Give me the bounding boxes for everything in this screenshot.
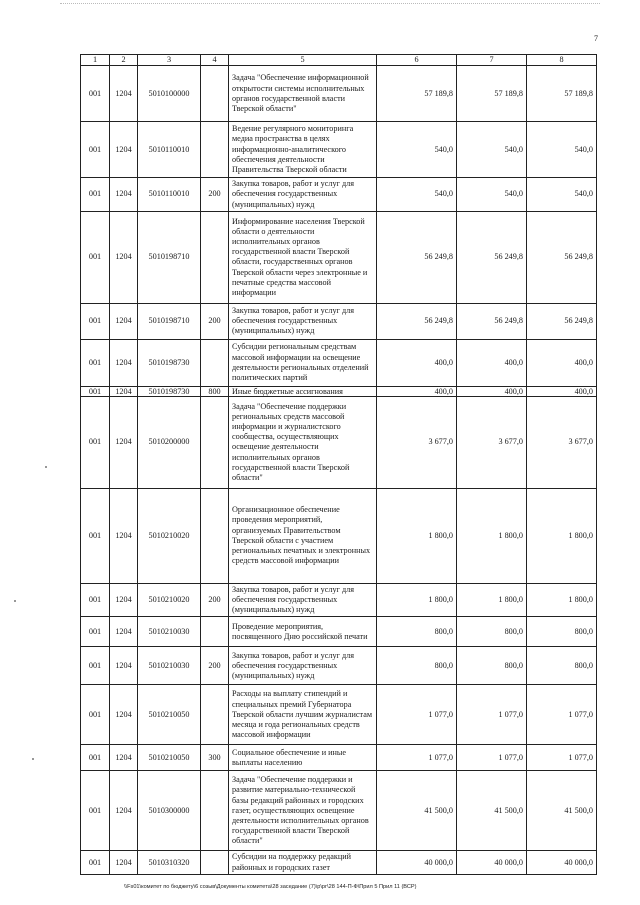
section-code-cell: 1204 (110, 339, 138, 386)
target-article-cell: 5010110010 (138, 122, 201, 178)
amount-cell: 56 249,8 (377, 211, 457, 303)
target-article-cell: 5010100000 (138, 66, 201, 122)
table-row (81, 771, 597, 851)
amount-cell: 56 249,8 (527, 303, 597, 339)
grbs-code-cell: 001 (81, 178, 110, 212)
grbs-code-cell: 001 (81, 488, 110, 583)
amount-cell: 1 800,0 (377, 583, 457, 617)
amount-cell: 3 677,0 (377, 396, 457, 488)
scan-speck (32, 758, 34, 760)
amount-cell: 1 800,0 (377, 488, 457, 583)
col-header: 2 (110, 55, 138, 66)
table-row (81, 745, 597, 771)
col-header: 5 (229, 55, 377, 66)
amount-cell: 1 077,0 (377, 685, 457, 745)
grbs-code-cell: 001 (81, 617, 110, 647)
description-cell: Ведение регулярного мониторинга медиа пространства в целях информационно-аналитического обеспечения деятельности Правительства Тверской области (229, 122, 377, 178)
grbs-code-cell: 001 (81, 386, 110, 396)
amount-cell: 40 000,0 (377, 851, 457, 874)
amount-cell: 540,0 (377, 122, 457, 178)
amount-cell: 56 249,8 (377, 303, 457, 339)
amount-cell: 1 077,0 (527, 745, 597, 771)
target-article-cell: 5010310320 (138, 851, 201, 874)
section-code-cell: 1204 (110, 396, 138, 488)
table-row (81, 851, 597, 874)
target-article-cell: 5010110010 (138, 178, 201, 212)
scan-speck (45, 466, 47, 468)
grbs-code-cell: 001 (81, 685, 110, 745)
amount-cell: 40 000,0 (527, 851, 597, 874)
grbs-code-cell: 001 (81, 851, 110, 874)
expense-type-cell (201, 617, 229, 647)
expense-type-cell (201, 685, 229, 745)
expense-type-cell (201, 339, 229, 386)
amount-cell: 1 800,0 (527, 488, 597, 583)
table-row (81, 178, 597, 212)
grbs-code-cell: 001 (81, 211, 110, 303)
grbs-code-cell: 001 (81, 745, 110, 771)
description-cell: Задача "Обеспечение поддержки и развитие материально-технической базы редакций районных и городских газет, осуществляющих освещение деятельности исполнительных органов государственной власти Тверской области" (229, 771, 377, 851)
amount-cell: 1 800,0 (457, 488, 527, 583)
amount-cell: 1 800,0 (457, 583, 527, 617)
description-cell: Закупка товаров, работ и услуг для обеспечения государственных (муниципальных) нужд (229, 583, 377, 617)
scan-speck (14, 600, 16, 602)
amount-cell: 3 677,0 (457, 396, 527, 488)
target-article-cell: 5010198710 (138, 303, 201, 339)
amount-cell: 540,0 (457, 122, 527, 178)
amount-cell: 56 249,8 (457, 211, 527, 303)
expense-type-cell: 800 (201, 386, 229, 396)
amount-cell: 540,0 (527, 178, 597, 212)
section-code-cell: 1204 (110, 745, 138, 771)
table-body (81, 66, 597, 875)
expense-type-cell: 300 (201, 745, 229, 771)
amount-cell: 400,0 (457, 339, 527, 386)
grbs-code-cell: 001 (81, 303, 110, 339)
amount-cell: 540,0 (457, 178, 527, 212)
section-code-cell: 1204 (110, 122, 138, 178)
expense-type-cell: 200 (201, 583, 229, 617)
file-path-footer: \\Fs01\комитет по бюджету\6 созыв\Документы комитета\28 заседание (7)\р\рг\28 144-П-Ф\Прил 5 Прил 11 (ВСР) (124, 884, 417, 890)
grbs-code-cell: 001 (81, 339, 110, 386)
amount-cell: 540,0 (377, 178, 457, 212)
amount-cell: 400,0 (457, 386, 527, 396)
section-code-cell: 1204 (110, 66, 138, 122)
section-code-cell: 1204 (110, 386, 138, 396)
amount-cell: 800,0 (457, 647, 527, 685)
expense-type-cell (201, 771, 229, 851)
header-row (81, 55, 597, 66)
table-row (81, 583, 597, 617)
amount-cell: 56 249,8 (457, 303, 527, 339)
expense-type-cell (201, 851, 229, 874)
description-cell: Задача "Обеспечение информационной открытости системы исполнительных органов государственной власти Тверской области" (229, 66, 377, 122)
description-cell: Закупка товаров, работ и услуг для обеспечения государственных (муниципальных) нужд (229, 178, 377, 212)
table-row (81, 617, 597, 647)
scan-top-edge (60, 3, 600, 4)
grbs-code-cell: 001 (81, 396, 110, 488)
expense-type-cell (201, 396, 229, 488)
expense-type-cell (201, 488, 229, 583)
description-cell: Информирование населения Тверской области о деятельности исполнительных органов государственной власти Тверской области, государственных органов Тверской области через электронные и печатные средства массовой информации (229, 211, 377, 303)
amount-cell: 41 500,0 (527, 771, 597, 851)
target-article-cell: 5010198710 (138, 211, 201, 303)
target-article-cell: 5010200000 (138, 396, 201, 488)
amount-cell: 57 189,8 (527, 66, 597, 122)
amount-cell: 800,0 (527, 617, 597, 647)
target-article-cell: 5010210030 (138, 617, 201, 647)
col-header: 8 (527, 55, 597, 66)
amount-cell: 1 077,0 (377, 745, 457, 771)
table-row (81, 685, 597, 745)
table-row (81, 396, 597, 488)
amount-cell: 40 000,0 (457, 851, 527, 874)
budget-table (80, 54, 597, 875)
expense-type-cell (201, 122, 229, 178)
amount-cell: 57 189,8 (457, 66, 527, 122)
target-article-cell: 5010210030 (138, 647, 201, 685)
target-article-cell: 5010300000 (138, 771, 201, 851)
expense-type-cell: 200 (201, 647, 229, 685)
table-row (81, 122, 597, 178)
expense-type-cell: 200 (201, 178, 229, 212)
amount-cell: 800,0 (377, 617, 457, 647)
description-cell: Организационное обеспечение проведения мероприятий, организуемых Правительством Тверской области с участием региональных печатных и электронных средств массовой информации (229, 488, 377, 583)
expense-type-cell: 200 (201, 303, 229, 339)
section-code-cell: 1204 (110, 617, 138, 647)
amount-cell: 800,0 (457, 617, 527, 647)
description-cell: Социальное обеспечение и иные выплаты населению (229, 745, 377, 771)
col-header: 6 (377, 55, 457, 66)
description-cell: Расходы на выплату стипендий и специальных премий Губернатора Тверской области лучшим журналистам месяца и года региональных средств массовой информации (229, 685, 377, 745)
section-code-cell: 1204 (110, 771, 138, 851)
amount-cell: 1 077,0 (457, 685, 527, 745)
description-cell: Субсидии региональным средствам массовой информации на освещение деятельности региональных отделений политических партий (229, 339, 377, 386)
amount-cell: 1 077,0 (527, 685, 597, 745)
table-row (81, 211, 597, 303)
section-code-cell: 1204 (110, 685, 138, 745)
amount-cell: 41 500,0 (377, 771, 457, 851)
col-header: 3 (138, 55, 201, 66)
amount-cell: 540,0 (527, 122, 597, 178)
description-cell: Закупка товаров, работ и услуг для обеспечения государственных (муниципальных) нужд (229, 647, 377, 685)
expense-type-cell (201, 66, 229, 122)
amount-cell: 400,0 (527, 386, 597, 396)
target-article-cell: 5010198730 (138, 386, 201, 396)
amount-cell: 3 677,0 (527, 396, 597, 488)
grbs-code-cell: 001 (81, 647, 110, 685)
table-row (81, 488, 597, 583)
grbs-code-cell: 001 (81, 66, 110, 122)
amount-cell: 400,0 (377, 339, 457, 386)
target-article-cell: 5010210020 (138, 488, 201, 583)
section-code-cell: 1204 (110, 178, 138, 212)
table-row (81, 303, 597, 339)
section-code-cell: 1204 (110, 851, 138, 874)
section-code-cell: 1204 (110, 583, 138, 617)
description-cell: Задача "Обеспечение поддержки региональных средств массовой информации и журналистского сообщества, осуществляющих освещение деятельности исполнительных органов государственной власти Тверской области" (229, 396, 377, 488)
description-cell: Закупка товаров, работ и услуг для обеспечения государственных (муниципальных) нужд (229, 303, 377, 339)
table-row (81, 647, 597, 685)
table-row (81, 339, 597, 386)
amount-cell: 1 800,0 (527, 583, 597, 617)
amount-cell: 400,0 (377, 386, 457, 396)
target-article-cell: 5010210020 (138, 583, 201, 617)
expense-type-cell (201, 211, 229, 303)
table-row (81, 386, 597, 396)
target-article-cell: 5010198730 (138, 339, 201, 386)
col-header: 4 (201, 55, 229, 66)
amount-cell: 800,0 (527, 647, 597, 685)
grbs-code-cell: 001 (81, 583, 110, 617)
description-cell: Субсидии на поддержку редакций районных и городских газет (229, 851, 377, 874)
amount-cell: 1 077,0 (457, 745, 527, 771)
page-number: 7 (594, 34, 598, 43)
section-code-cell: 1204 (110, 647, 138, 685)
amount-cell: 400,0 (527, 339, 597, 386)
description-cell: Иные бюджетные ассигнования (229, 386, 377, 396)
col-header: 1 (81, 55, 110, 66)
description-cell: Проведение мероприятия, посвященного Дню российской печати (229, 617, 377, 647)
amount-cell: 56 249,8 (527, 211, 597, 303)
target-article-cell: 5010210050 (138, 745, 201, 771)
amount-cell: 800,0 (377, 647, 457, 685)
table-row (81, 66, 597, 122)
amount-cell: 57 189,8 (377, 66, 457, 122)
section-code-cell: 1204 (110, 211, 138, 303)
amount-cell: 41 500,0 (457, 771, 527, 851)
col-header: 7 (457, 55, 527, 66)
section-code-cell: 1204 (110, 488, 138, 583)
grbs-code-cell: 001 (81, 122, 110, 178)
grbs-code-cell: 001 (81, 771, 110, 851)
section-code-cell: 1204 (110, 303, 138, 339)
target-article-cell: 5010210050 (138, 685, 201, 745)
